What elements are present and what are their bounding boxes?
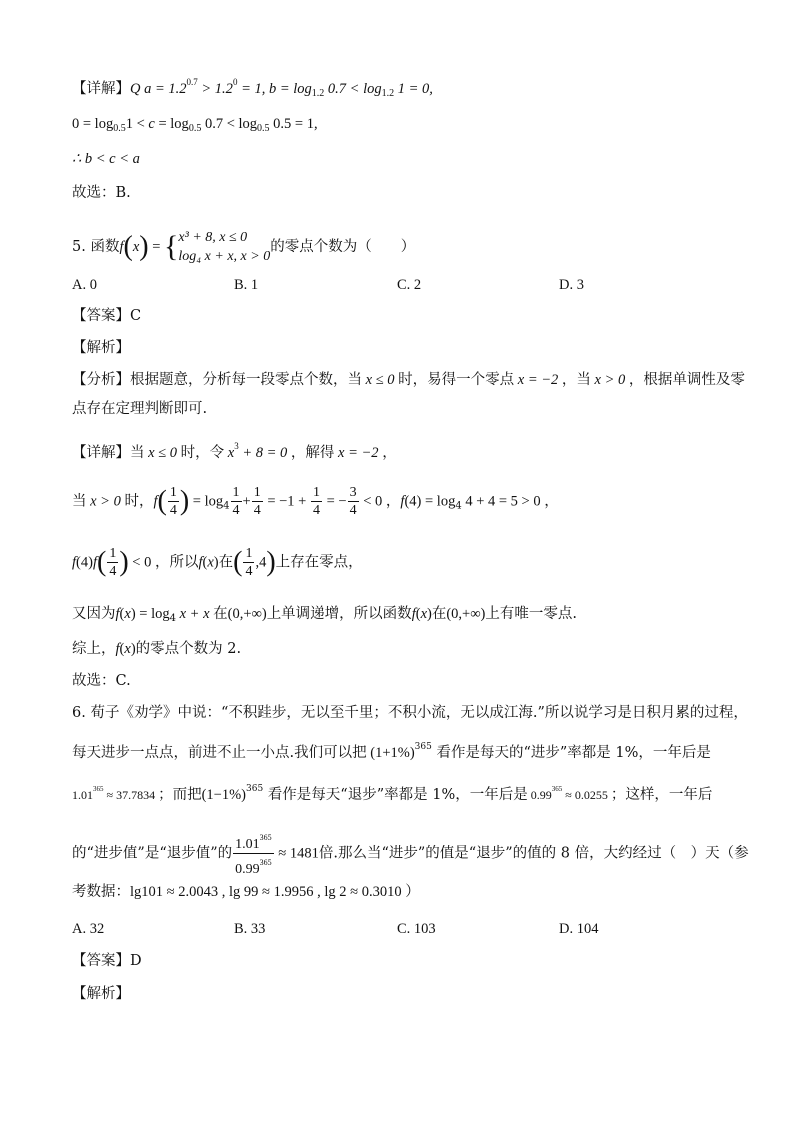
q5-summary: 综上，f(x)的零点个数为 2. bbox=[72, 641, 242, 657]
q6-stem-line1: 6. 荀子《劝学》中说：“不积跬步，无以至千里；不积小流，无以成江海.”所以说学习是日积月累的过程， bbox=[72, 705, 748, 721]
q4-detail-line2 bbox=[72, 114, 318, 139]
q5-option-d[interactable]: D. 3 bbox=[559, 277, 584, 293]
q5-detail-line2: 当 x > 0 时，f( $\frac{1}{4}$ ) = $\log_4$ $\frac{1}{4}$ + $\frac{1}{4}$ = −1 + $\frac{1}{4}$ = − $\frac{3}{4}$ < 0 ，$f(4) = \log_4 4 + 4 = 5 > 0$ ， bbox=[72, 485, 559, 518]
q5-detail-line3: f(4)f( $\frac{1}{4}$ ) < 0 ，所以f(x)在( $\frac{1}{4}$ ,4)上存在零点， bbox=[72, 546, 363, 579]
q5-answer: 【答案】C bbox=[72, 308, 142, 324]
q4-choose: 故选：B. bbox=[72, 185, 131, 201]
q6-stem-line2: 每天进步一点点，前进不止一小点.我们可以把 $(1+1\%)^{365}$ 看作是每天的“进步”率都是 1%，一年后是 bbox=[72, 742, 711, 761]
q5-choose: 故选：C. bbox=[72, 673, 131, 689]
q4-detail-line3 bbox=[72, 149, 140, 169]
q6-option-c[interactable]: C. 103 bbox=[397, 921, 436, 937]
q6-stem-line3: $1.01^{365} \approx 37.7834$ ；而把$(1-1\%)^{365}$ 看作是每天“退步”率都是 1%，一年后是 $0.99^{365} \approx 0.0255$ ；这样，一年后 bbox=[72, 784, 713, 803]
q6-stem-line4: 的“进步值”是“退步值”的 $\frac{1.01^{365}}{0.99^{365}}$ ≈ 1481倍.那么当“进步”的值是“退步”的值的 8 倍，大约经过（ ）天（参 bbox=[72, 829, 749, 878]
piecewise-brace: { bbox=[164, 230, 179, 263]
q6-stem-line5: 考数据：lg101 ≈ 2.0043 , lg 99 ≈ 1.9956 , lg 2 ≈ 0.3010 ） bbox=[72, 884, 420, 900]
detail-label: 【详解】 bbox=[72, 81, 130, 97]
q4-math-2: $0 = \log_{0.5}1 < c = \log_{0.5} 0.7 < \log_{0.5} 0.5 = 1$, bbox=[72, 116, 318, 134]
q5-option-a[interactable]: A. 0 bbox=[72, 277, 97, 293]
q4-math-1: Q $a = 1.2^{0.7} > 1.2^0 = 1$, $b = \log_{1.2} 0.7 < \log_{1.2} 1 = 0$, bbox=[130, 77, 433, 99]
q6-answer: 【答案】D bbox=[72, 953, 142, 969]
q4-detail-line1 bbox=[72, 72, 433, 104]
q5-stem: 5. 函数f(x) = { x³ + 8, x ≤ 0 log₄ x + x, x > 0 的零点个数为（ ） bbox=[72, 230, 416, 264]
piecewise-cases: x³ + 8, x ≤ 0 log₄ x + x, x > 0 bbox=[178, 230, 271, 264]
q5-detail-line1: 【详解】当 x ≤ 0 时，令 $x^3 + 8 = 0$ ，解得 x = −2 ， bbox=[72, 441, 397, 461]
q6-option-b[interactable]: B. 33 bbox=[234, 921, 266, 937]
q5-option-b[interactable]: B. 1 bbox=[234, 277, 259, 293]
q5-option-c[interactable]: C. 2 bbox=[397, 277, 422, 293]
q5-fenxi-line1: 【分析】根据题意，分析每一段零点个数，当 x ≤ 0 时，易得一个零点 x = −2 ，当 x > 0 ，根据单调性及零 bbox=[72, 372, 745, 388]
q5-fenxi-line2: 点存在定理判断即可. bbox=[72, 401, 208, 417]
q6-analysis-label: 【解析】 bbox=[72, 986, 130, 1002]
q6-option-d[interactable]: D. 104 bbox=[559, 921, 599, 937]
q4-math-3: ∴ b < c < a bbox=[72, 151, 140, 167]
q5-detail-line4: 又因为$f(x) = \log_4 x + x$ 在(0,+∞)上单调递增，所以函数f(x)在(0,+∞)上有唯一零点. bbox=[72, 606, 577, 624]
q6-option-a[interactable]: A. 32 bbox=[72, 921, 105, 937]
q5-analysis-label: 【解析】 bbox=[72, 340, 130, 356]
